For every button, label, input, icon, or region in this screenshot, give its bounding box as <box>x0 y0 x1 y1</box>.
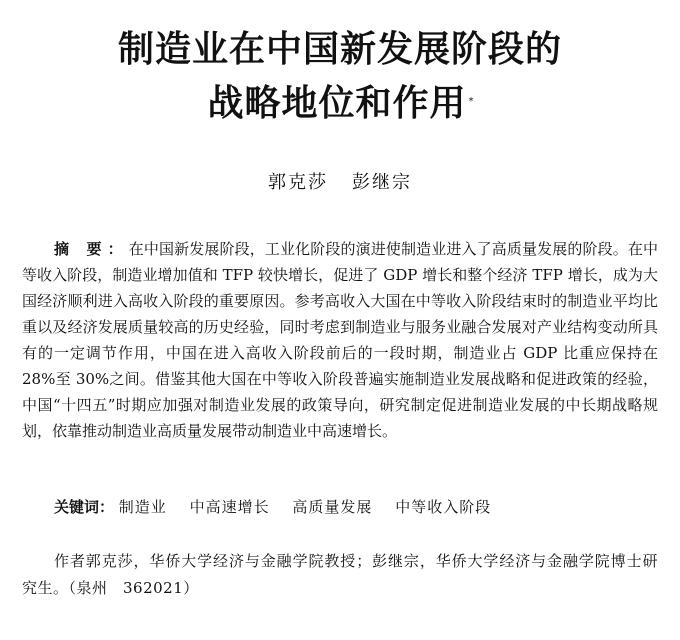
title-footnote-mark: * <box>468 96 475 107</box>
abstract-label: 摘 要： <box>54 240 129 258</box>
abstract-text: 在中国新发展阶段，工业化阶段的演进使制造业进入了高质量发展的阶段。在中等收入阶段，制造业增加值和 TFP 较快增长，促进了 GDP 增长和整个经济 TFP 增长，成为大国经济顺利进入高收入阶段的重要原因。参考高收入大国在中等收入阶段结束时的制造业平均比重以及经济发展质量较高的历史经验，同时考虑到制造业与服务业融合发展对产业结构变动所具有的一定调节作用，中国在进入高收入阶段前后的一段时期，制造业占 GDP 比重应保持在 28%至 30%之间。借鉴其他大国在中等收入阶段普遍实施制造业发展战略和促进政策的经验，中国“十四五”时期应加强对制造业发展的政策导向，研究制定促进制造业发展的中长期战略规划，依靠推动制造业高质量发展带动制造业中高速增长。 <box>22 240 658 440</box>
author-affiliation-note: 作者郭克莎，华侨大学经济与金融学院教授；彭继宗，华侨大学经济与金融学院博士研究生。（泉州 362021） <box>22 552 658 597</box>
author-name: 彭继宗 <box>352 172 412 193</box>
keywords-label: 关键词： <box>54 498 115 516</box>
paper-title-line-1: 制造业在中国新发展阶段的 <box>117 29 562 70</box>
keyword: 中高速增长 <box>189 498 270 516</box>
keyword: 高质量发展 <box>292 498 373 516</box>
keyword: 制造业 <box>118 498 167 516</box>
paper-title-text: 战略地位和作用 <box>207 83 467 124</box>
keywords <box>54 494 654 520</box>
author-name: 郭克莎 <box>268 172 328 193</box>
keyword: 中等收入阶段 <box>395 498 492 516</box>
abstract <box>22 236 658 444</box>
paper-title-line-2 <box>0 82 680 126</box>
author-list <box>0 170 680 196</box>
